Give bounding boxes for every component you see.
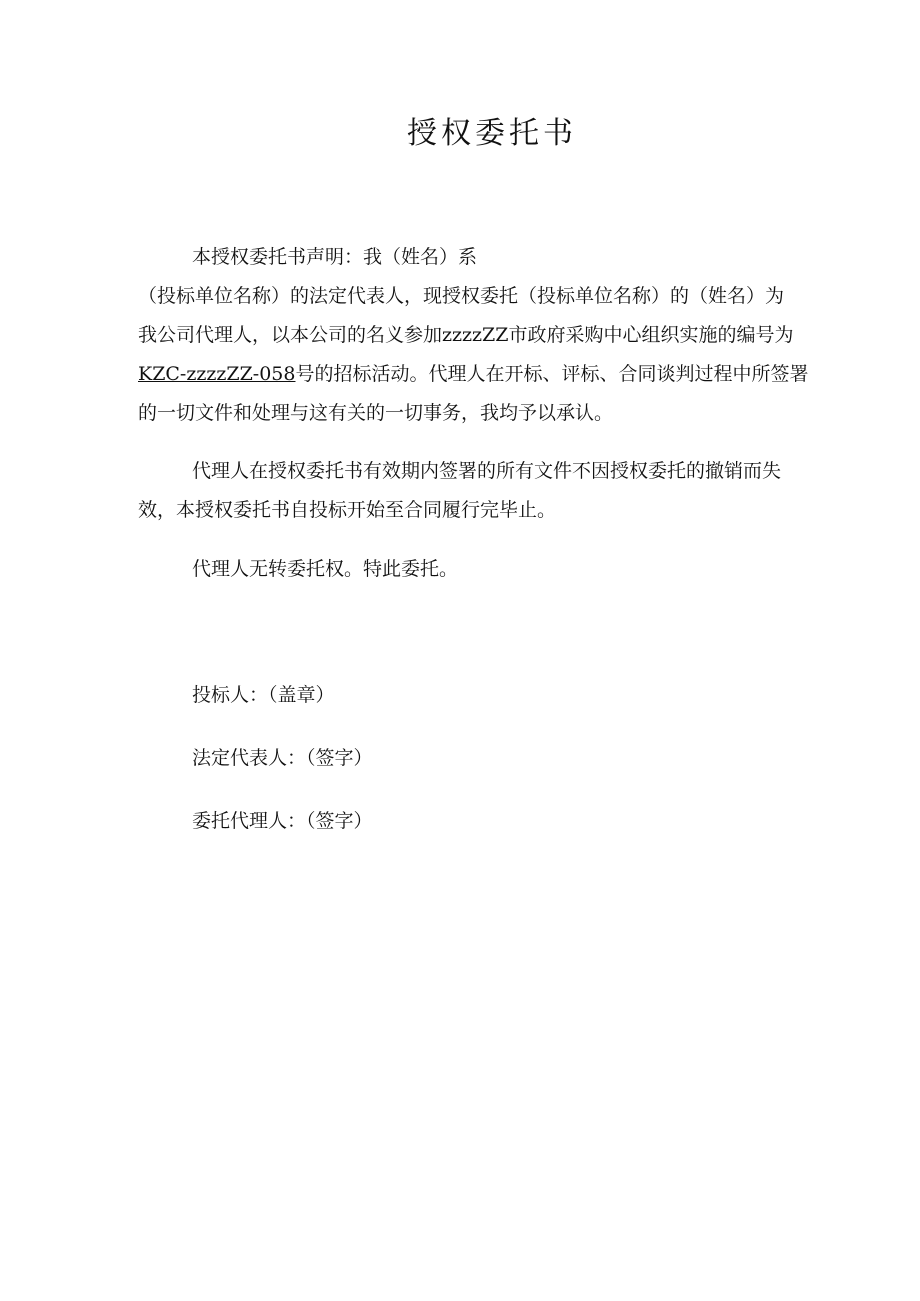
signature-bidder: 投标人：（盖章） [192, 684, 335, 706]
declaration-line-2: （投标单位名称）的法定代表人，现授权委托（投标单位名称）的（姓名）为 [138, 285, 785, 307]
signature-legal-representative: 法定代表人：（签字） [192, 747, 373, 769]
paragraph-validity [138, 452, 832, 530]
paragraph-declaration [138, 238, 832, 433]
declaration-line-4 [138, 355, 832, 394]
declaration-line-5: 的一切文件和处理与这有关的一切事务，我均予以承认。 [138, 402, 614, 424]
signature-agent: 委托代理人：（签字） [192, 810, 373, 832]
validity-line-2: 效，本授权委托书自投标开始至合同履行完毕止。 [138, 499, 557, 521]
declaration-line-1: 本授权委托书声明：我（姓名）系 [192, 246, 478, 268]
declaration-line-4-rest: 号的招标活动。代理人在开标、评标、合同谈判过程中所签署 [295, 363, 809, 385]
validity-line-1: 代理人在授权委托书有效期内签署的所有文件不因授权委托的撤销而失 [192, 460, 782, 482]
no-sub-delegation-line: 代理人无转委托权。特此委托。 [192, 558, 459, 580]
paragraph-no-sub-delegation [138, 550, 832, 589]
document-title: 授权委托书 [407, 116, 577, 151]
tender-number: KZC-zzzzZZ-058 [138, 363, 296, 385]
declaration-line-3: 我公司代理人，以本公司的名义参加zzzzZZ市政府采购中心组织实施的编号为 [138, 324, 794, 346]
